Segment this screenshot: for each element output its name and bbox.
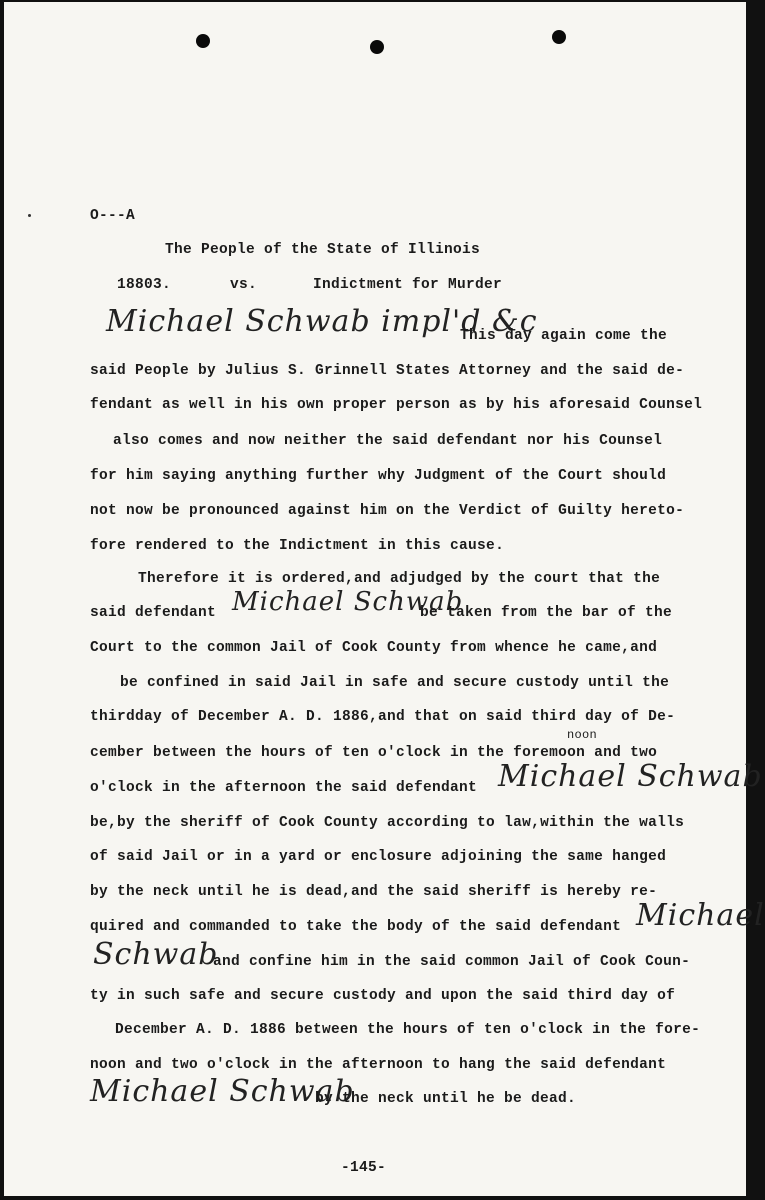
- body-line: fore rendered to the Indictment in this cause.: [90, 538, 505, 554]
- body-line: be confined in said Jail in safe and secure custody until the: [120, 675, 670, 691]
- doc-code: O---A: [90, 208, 136, 224]
- body-line: quired and commanded to take the body of the said defendant: [90, 919, 622, 935]
- page-number: -145-: [341, 1160, 387, 1176]
- body-line: thirdday of December A. D. 1886,and that on said third day of De-: [90, 709, 676, 725]
- body-line: for him saying anything further why Judgment of the Court should: [90, 468, 667, 484]
- body-line: ty in such safe and secure custody and upon the said third day of: [90, 988, 676, 1004]
- interlinear-correction: noon: [567, 728, 598, 742]
- punch-hole-right: [552, 30, 566, 44]
- body-line: fendant as well in his own proper person as by his aforesaid Counsel: [90, 397, 703, 413]
- body-line: This day again come the: [460, 328, 668, 344]
- body-line: o'clock in the afternoon the said defendant: [90, 780, 478, 796]
- defendant-caption-handwritten: Michael Schwab impl'd &c: [106, 304, 538, 339]
- versus: vs.: [230, 277, 258, 293]
- punch-hole-center: [370, 40, 384, 54]
- body-line: and confine him in the said common Jail of Cook Coun-: [213, 954, 691, 970]
- body-line: by the neck until he is dead,and the said sheriff is hereby re-: [90, 884, 658, 900]
- body-line: by the neck until he be dead.: [315, 1091, 577, 1107]
- margin-mark: [28, 214, 31, 217]
- body-line: Therefore it is ordered,and adjudged by the court that the: [138, 571, 661, 587]
- body-line: said People by Julius S. Grinnell States Attorney and the said de-: [90, 363, 685, 379]
- body-line: noon and two o'clock in the afternoon to hang the said defendant: [90, 1057, 667, 1073]
- body-line: Court to the common Jail of Cook County from whence he came,and: [90, 640, 658, 656]
- body-line: also comes and now neither the said defendant nor his Counsel: [113, 433, 663, 449]
- case-title: The People of the State of Illinois: [165, 242, 481, 258]
- charge: Indictment for Murder: [313, 277, 503, 293]
- defendant-name-handwritten: Michael Schwab: [232, 587, 464, 617]
- defendant-name-handwritten: Michael: [636, 898, 765, 933]
- defendant-name-handwritten: Michael Schwab: [90, 1074, 355, 1109]
- body-line: be,by the sheriff of Cook County according to law,within the walls: [90, 815, 685, 831]
- document-page: [4, 2, 765, 1196]
- case-number: 18803.: [117, 277, 172, 293]
- defendant-name-handwritten: Schwab: [93, 937, 219, 972]
- body-line: be taken from the bar of the: [420, 605, 673, 621]
- punch-hole-left: [196, 34, 210, 48]
- body-line: December A. D. 1886 between the hours of ten o'clock in the fore-: [115, 1022, 701, 1038]
- body-line: not now be pronounced against him on the Verdict of Guilty hereto-: [90, 503, 685, 519]
- body-line: cember between the hours of ten o'clock in the foremoon and two: [90, 745, 658, 761]
- body-line: said defendant: [90, 605, 217, 621]
- body-line: of said Jail or in a yard or enclosure adjoining the same hanged: [90, 849, 667, 865]
- defendant-name-handwritten: Michael Schwab: [498, 759, 763, 794]
